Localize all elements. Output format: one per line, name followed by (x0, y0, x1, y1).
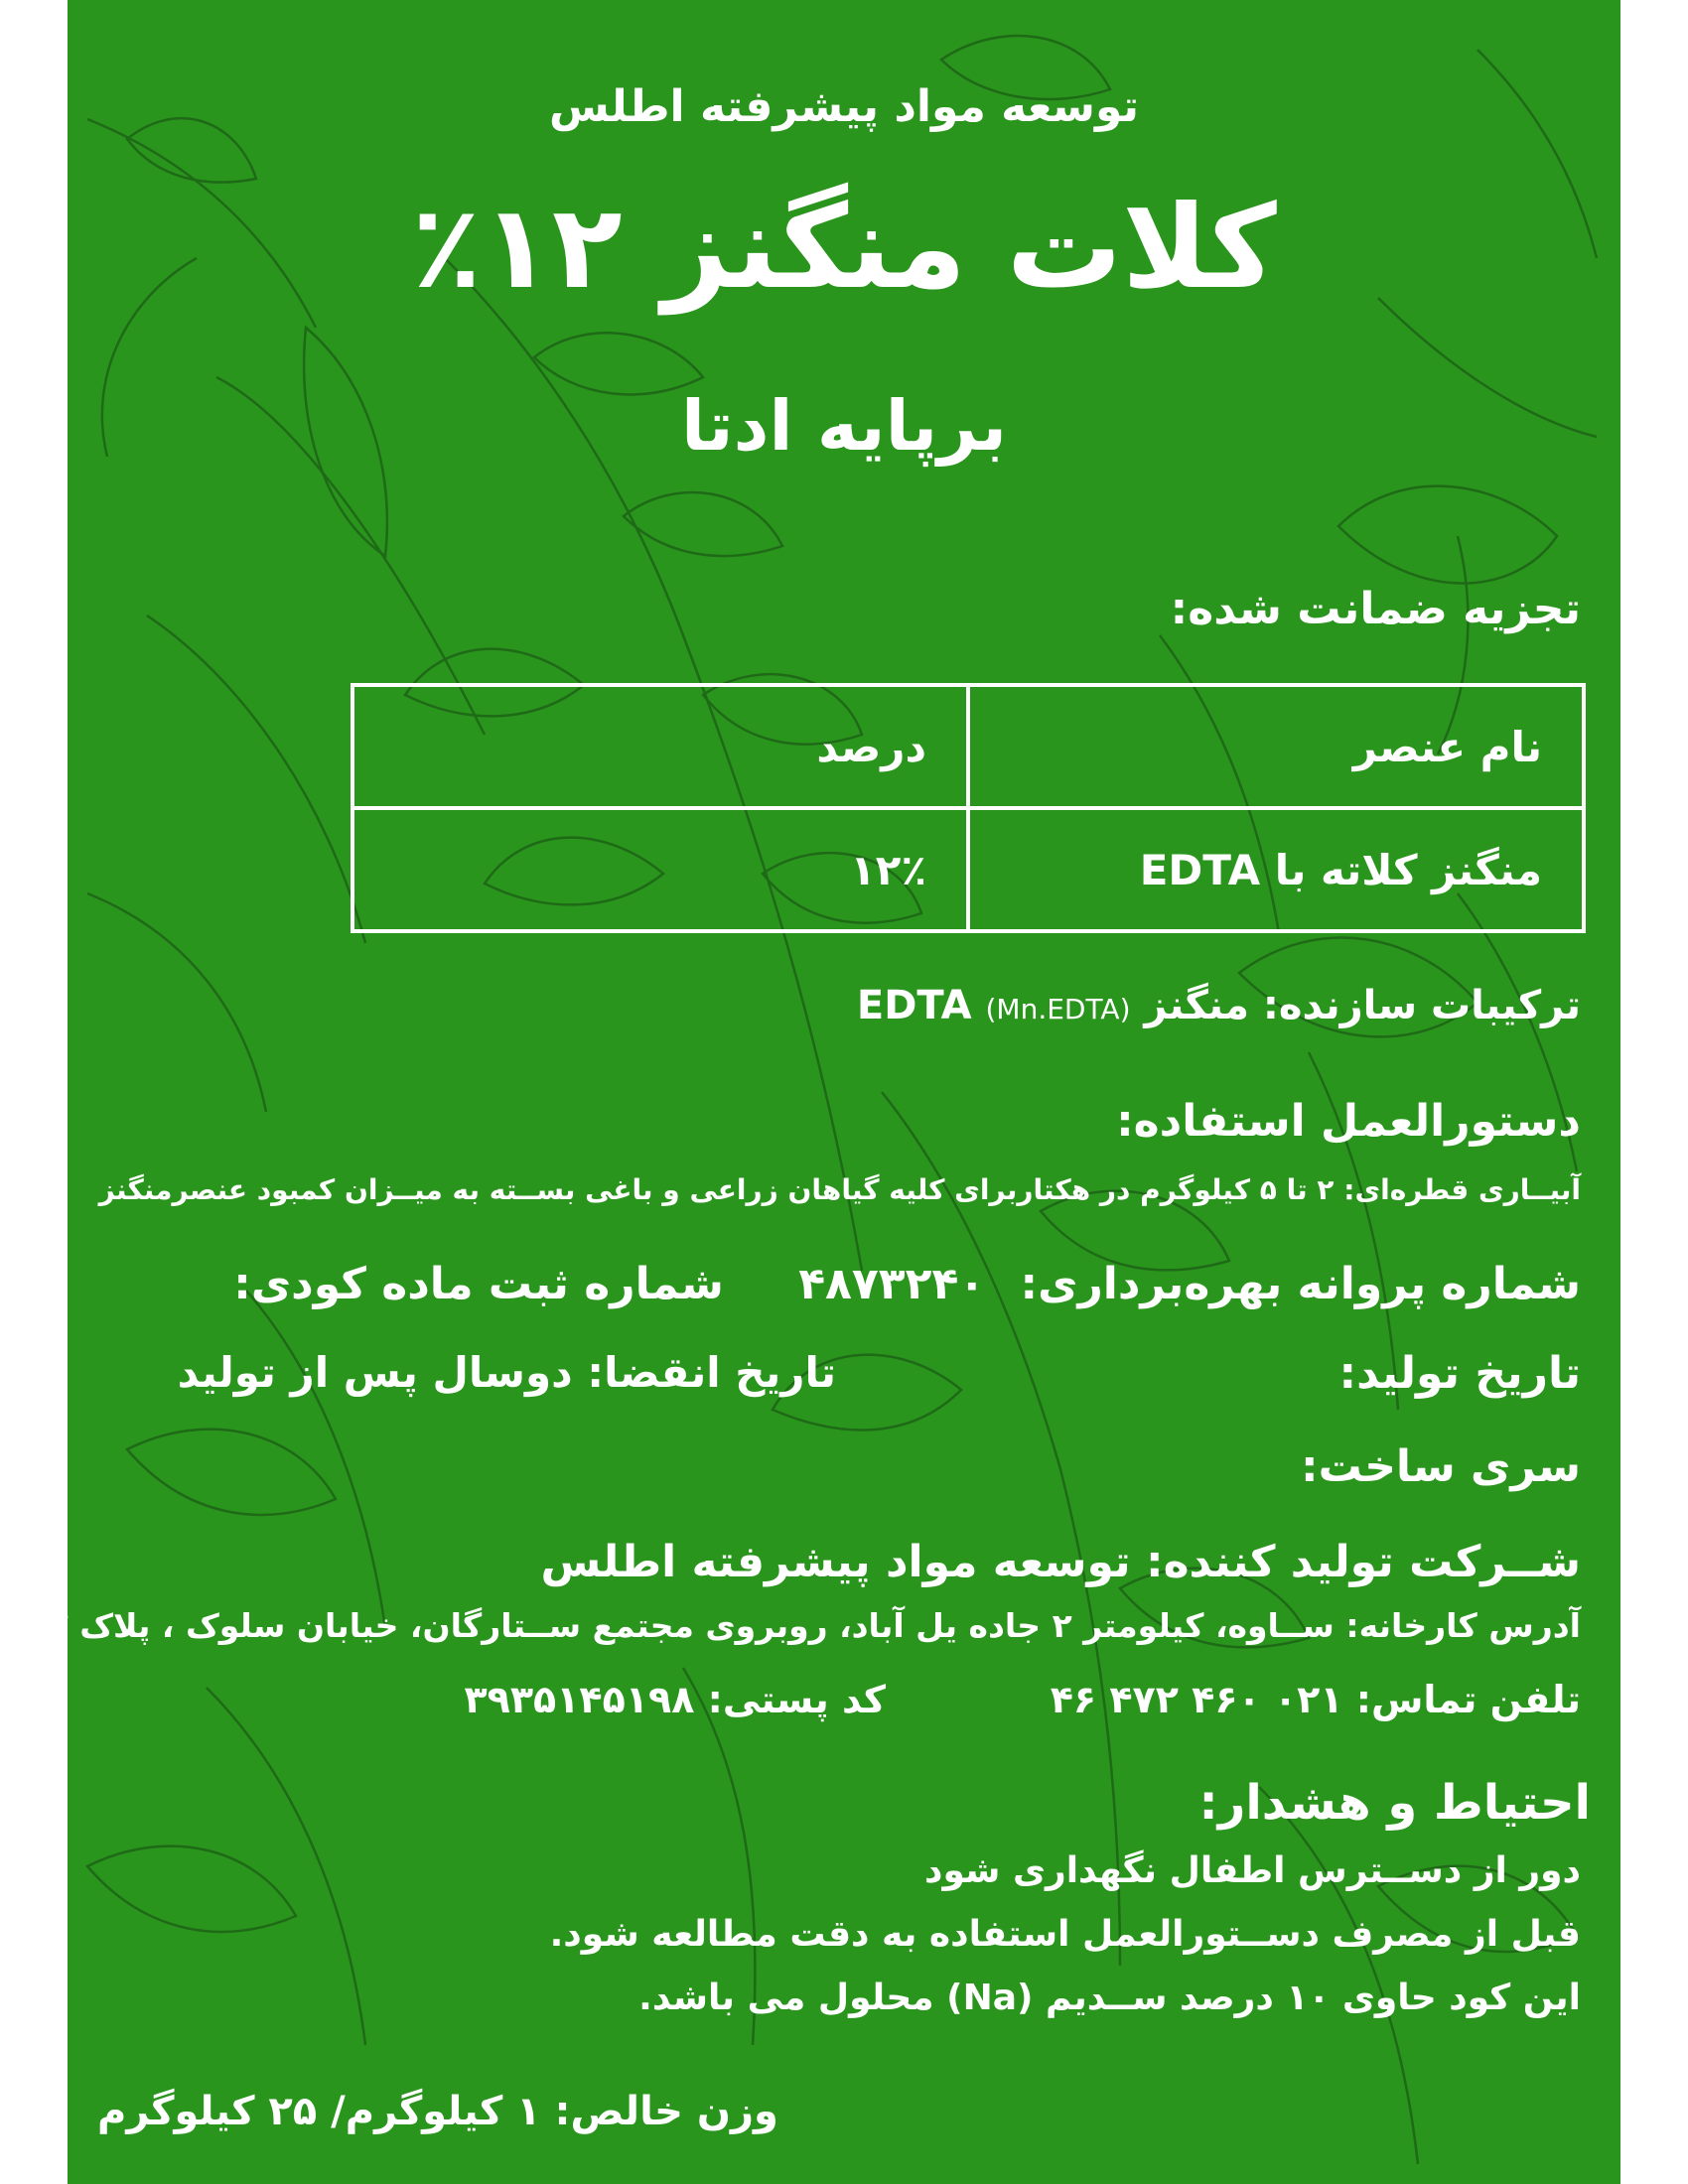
warning-item: دور از دســترس اطفال نگهداری شود (924, 1850, 1581, 1891)
product-label (48, 0, 1620, 2184)
phone-label: تلفن تماس: (1355, 1678, 1581, 1721)
phone-line (1051, 1678, 1581, 1721)
usage-heading: دستورالعمل استفاده: (1116, 1096, 1581, 1147)
product-title: کلات منگنز ۱۲٪ (411, 181, 1277, 315)
warning-item: این کود حاوی ۱۰ درصد ســدیم (Na) محلول می باشد. (638, 1978, 1581, 2018)
column-header-element: نام عنصر (968, 685, 1584, 808)
batch-series-label: سری ساخت: (1301, 1441, 1581, 1492)
fertilizer-code-label: شماره ثبت ماده کودی: (233, 1259, 724, 1309)
expiry-date-label: تاریخ انقضا: دوسال پس از تولید (177, 1348, 836, 1397)
usage-instructions: آبیــاری قطره‌ای: ۲ تا ۵ کیلوگرم در هکتاربرای کلیه گیاهان زراعی و باغی بســته به میــزان کمبود عنصرمنگنز (98, 1173, 1581, 1206)
warning-heading: احتیاط و هشدار: (1198, 1775, 1591, 1831)
ingredients-line (857, 983, 1581, 1028)
net-weight: وزن خالص: ۱ کیلوگرم/ ۲۵ کیلوگرم (97, 2089, 778, 2134)
warning-item: قبل از مصرف دســتورالعمل استفاده به دقت مطالعه شود. (549, 1914, 1581, 1955)
table-row (352, 808, 1584, 931)
cell-percent: ۱۲٪ (352, 808, 968, 931)
manufacturer-name: شــرکت تولید کننده: توسعه مواد پیشرفته اطلس (540, 1537, 1581, 1587)
ingredients-label: ترکیبات سازنده: منگنز EDTA (856, 983, 1581, 1028)
postal-code-label: کد پستی: (707, 1678, 886, 1721)
guaranteed-analysis-table (351, 683, 1586, 933)
ingredients-formula: (Mn.EDTA) (985, 993, 1131, 1025)
product-subtitle: برپایه ادتا (681, 385, 1007, 467)
production-date-label: تاریخ تولید: (1338, 1348, 1581, 1399)
cell-element-name: منگنز کلاته با EDTA (968, 808, 1584, 931)
company-name-top: توسعه مواد پیشرفته اطلس (548, 81, 1140, 132)
registration-line (233, 1259, 1581, 1309)
factory-address: آدرس کارخانه: ســاوه، کیلومتر ۲ جاده یل آباد، روبروی مجتمع ســتارگان، خیابان سلوک ، پلاک ۲ (48, 1606, 1581, 1645)
license-number: ۴۸۷۳۲۴۰ (798, 1259, 986, 1309)
license-label: شماره پروانه بهره‌برداری: (1020, 1259, 1581, 1309)
postal-code-line (464, 1678, 886, 1721)
phone-number: ۰۲۱ ۴۶۰ ۴۷۲ ۴۶ (1050, 1678, 1343, 1721)
guaranteed-analysis-heading: تجزیه ضمانت شده: (1170, 584, 1581, 634)
table-header-row (352, 685, 1584, 808)
column-header-percent: درصد (352, 685, 968, 808)
postal-code-value: ۳۹۳۵۱۴۵۱۹۸ (464, 1678, 695, 1721)
